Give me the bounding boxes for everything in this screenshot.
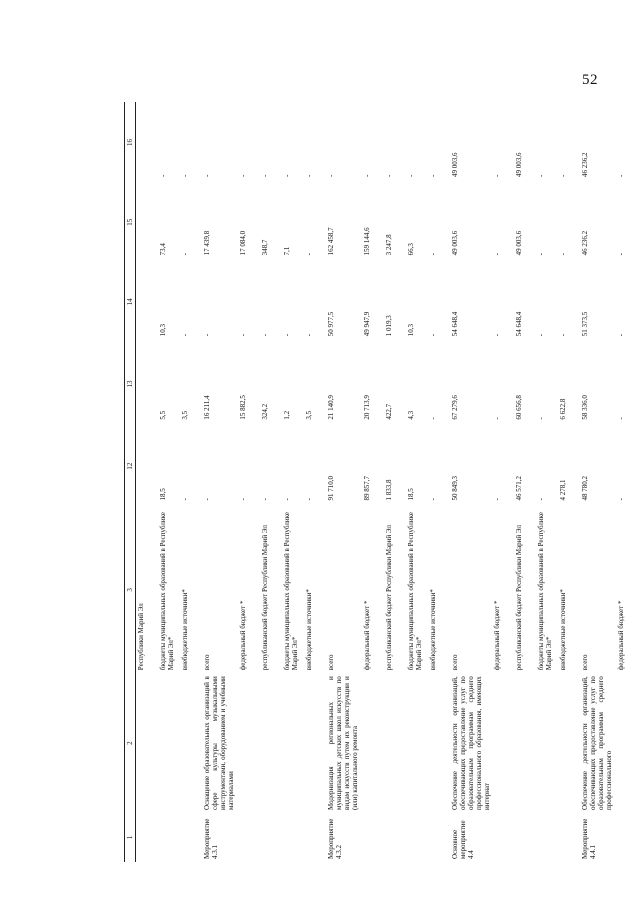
measure-id-cell (282, 813, 304, 862)
value-cell-col-15: 73,4 (159, 243, 167, 256)
value-cell-col-14: 54 648,4 (451, 311, 459, 337)
budget-table (124, 102, 638, 862)
funding-source-cell: внебюджетные источники* (305, 589, 313, 671)
table-row (304, 102, 326, 862)
measure-id-cell: Мероприятие 4.4.1 (581, 818, 598, 859)
value-cell-col-16: - (159, 174, 167, 177)
value-cell-col-15: 159 144,6 (363, 227, 371, 256)
measure-description-cell (514, 673, 536, 813)
value-cell-col-16: - (239, 174, 247, 177)
value-cell-col-14: 49 947,9 (363, 311, 371, 337)
funding-source-cell: всего (451, 654, 459, 671)
measure-description-cell: Оснащение образовательных организаций в сфере культуры музыкальными инструментами, оборудованием и учебными материалами (203, 676, 236, 810)
header-col-15: 15 (125, 183, 136, 261)
measure-id-cell (384, 813, 406, 862)
value-cell-col-15: - (559, 253, 568, 256)
funding-source-cell: бюджеты муниципальных образований в Республике Марий Эл* (283, 512, 300, 671)
measure-id-cell (492, 813, 514, 862)
measure-description-cell (180, 673, 202, 813)
value-cell-col-15: 3 247,8 (385, 234, 393, 256)
value-cell-col-13: 20 713,9 (363, 395, 371, 420)
value-cell-col-15: 66,3 (407, 243, 415, 256)
value-cell-col-16: - (407, 174, 415, 177)
value-cell-col-13: 422,7 (385, 403, 393, 420)
measure-description-cell (616, 673, 638, 813)
value-cell-col-15: 46 236,2 (581, 230, 590, 256)
measure-id-cell: Мероприятие 4.3.1 (203, 818, 220, 859)
value-cell-col-16: - (559, 174, 568, 177)
value-cell-col-15: - (493, 253, 502, 256)
funding-source-cell: всего (203, 654, 211, 671)
funding-source-cell: внебюджетные источники* (429, 589, 437, 671)
header-col-12: 12 (125, 426, 136, 507)
value-cell-col-13 (136, 342, 159, 425)
value-cell-col-12: 48 780,2 (581, 476, 590, 501)
value-cell-col-12: 4 278,1 (559, 479, 568, 501)
table-row (428, 102, 450, 862)
value-cell-col-12: 89 857,7 (363, 476, 371, 501)
value-cell-col-14: 10,3 (159, 324, 167, 337)
value-cell-col-13: 5,5 (159, 410, 167, 420)
value-cell-col-12: 50 849,3 (451, 476, 459, 501)
measure-description-cell (492, 673, 514, 813)
value-cell-col-13: - (617, 417, 626, 420)
rotated-table-container (124, 102, 626, 862)
table-row (158, 102, 180, 862)
funding-source-cell: республиканский бюджет Республики Марий Эл (385, 525, 393, 671)
value-cell-col-13: 4,3 (407, 410, 415, 420)
value-cell-col-12: - (239, 498, 247, 501)
value-cell-col-14: - (239, 333, 247, 337)
measure-description-cell (536, 673, 558, 813)
value-cell-col-15: - (617, 253, 626, 256)
value-cell-col-15: 7,1 (283, 246, 291, 256)
value-cell-col-16 (136, 102, 159, 183)
funding-source-cell: бюджеты муниципальных образований в Республике Марий Эл* (159, 512, 176, 671)
table-row (362, 102, 384, 862)
table-row (616, 102, 638, 862)
measure-description-cell (384, 673, 406, 813)
value-cell-col-14: 54 648,4 (515, 311, 524, 337)
measure-description-cell (260, 673, 282, 813)
table-row (384, 102, 406, 862)
measure-description-cell (428, 673, 450, 813)
value-cell-col-15: 49 003,6 (451, 230, 459, 256)
value-cell-col-13: - (429, 417, 437, 420)
value-cell-col-16: - (327, 174, 335, 177)
value-cell-col-15: 17 439,8 (203, 230, 211, 256)
measure-description-cell (362, 673, 384, 813)
table-row (580, 102, 616, 862)
value-cell-col-14: 51 373,5 (581, 311, 590, 337)
value-cell-col-15: - (537, 253, 546, 256)
measure-description-cell (238, 673, 260, 813)
header-col-13: 13 (125, 342, 136, 425)
value-cell-col-12: 1 833,8 (385, 479, 393, 501)
value-cell-col-13: 15 882,5 (239, 395, 247, 420)
value-cell-col-12: 18,5 (159, 488, 167, 501)
value-cell-col-16: - (181, 174, 189, 177)
funding-source-cell: бюджеты муниципальных образований в Республике Марий Эл* (407, 512, 424, 671)
table-row (450, 102, 492, 862)
value-cell-col-14: 1 019,3 (385, 315, 393, 337)
value-cell-col-14: - (493, 333, 502, 337)
value-cell-col-13: 3,5 (305, 410, 313, 420)
value-cell-col-15: 348,7 (261, 239, 269, 256)
value-cell-col-12: 18,5 (407, 488, 415, 501)
value-cell-col-16: - (537, 174, 546, 177)
value-cell-col-16: - (261, 174, 269, 177)
value-cell-col-15 (136, 183, 159, 261)
table-row (260, 102, 282, 862)
header-col-2: 2 (125, 673, 136, 813)
value-cell-col-15: 17 084,0 (239, 230, 247, 256)
measure-id-cell (136, 813, 159, 862)
value-cell-col-14: - (261, 333, 269, 337)
header-col-1: 1 (125, 813, 136, 862)
value-cell-col-13: 67 279,6 (451, 395, 459, 420)
value-cell-col-13: 16 211,4 (203, 395, 211, 420)
table-row (202, 102, 238, 862)
value-cell-col-16: - (203, 174, 211, 177)
table-row (282, 102, 304, 862)
value-cell-col-14: - (283, 333, 291, 337)
table-row (492, 102, 514, 862)
value-cell-col-12: 46 571,2 (515, 476, 524, 501)
funding-source-cell: федеральный бюджет * (363, 600, 371, 671)
value-cell-col-12: - (617, 498, 626, 501)
value-cell-col-12: - (493, 498, 502, 501)
measure-id-cell (616, 813, 638, 862)
value-cell-col-16: 49 003,6 (451, 152, 459, 177)
value-cell-col-12: 91 710,0 (327, 476, 335, 501)
measure-id-cell (158, 813, 180, 862)
measure-description-cell (136, 673, 159, 813)
value-cell-col-12: - (429, 498, 437, 501)
measure-id-cell (238, 813, 260, 862)
value-cell-col-15: 162 458,7 (327, 227, 335, 256)
value-cell-col-14: 10,3 (407, 324, 415, 337)
funding-source-cell: внебюджетные источники* (559, 589, 568, 671)
measure-id-cell (406, 813, 428, 862)
funding-source-cell: федеральный бюджет * (239, 600, 247, 671)
funding-source-cell: всего (581, 654, 590, 671)
value-cell-col-13: 60 656,8 (515, 395, 524, 420)
measure-id-cell (558, 813, 580, 862)
table-row (558, 102, 580, 862)
measure-id-cell: Мероприятие 4.3.2 (327, 818, 344, 859)
measure-description-cell (558, 673, 580, 813)
value-cell-col-12: - (181, 498, 189, 501)
header-col-16: 16 (125, 102, 136, 183)
value-cell-col-15: - (305, 253, 313, 256)
table-row (406, 102, 428, 862)
table-row (136, 102, 159, 862)
funding-source-cell: федеральный бюджет * (493, 600, 502, 671)
value-cell-col-13: 21 140,9 (327, 395, 335, 420)
header-col-3: 3 (125, 507, 136, 674)
value-cell-col-13: - (537, 417, 546, 420)
value-cell-col-15: - (181, 253, 189, 256)
measure-id-cell (180, 813, 202, 862)
measure-description-cell (304, 673, 326, 813)
value-cell-col-14: - (559, 333, 568, 337)
value-cell-col-16: 49 003,6 (515, 152, 524, 177)
value-cell-col-16: - (617, 174, 626, 177)
value-cell-col-15: 49 003,6 (515, 230, 524, 256)
table-row (536, 102, 558, 862)
value-cell-col-12: - (261, 498, 269, 501)
funding-source-cell: республиканский бюджет Республики Марий Эл (261, 525, 269, 671)
value-cell-col-12 (136, 426, 159, 507)
measure-id-cell (514, 813, 536, 862)
value-cell-col-13: 324,2 (261, 403, 269, 420)
value-cell-col-13: 1,2 (283, 410, 291, 420)
value-cell-col-16: 46 236,2 (581, 152, 590, 177)
funding-source-cell: всего (327, 654, 335, 671)
table-row (326, 102, 362, 862)
value-cell-col-16: - (283, 174, 291, 177)
table-row (180, 102, 202, 862)
value-cell-col-16: - (363, 174, 371, 177)
value-cell-col-14: - (429, 333, 437, 337)
value-cell-col-15: - (429, 253, 437, 256)
measure-id-cell: Основное мероприятие 4.4 (451, 820, 476, 859)
funding-source-cell: федеральный бюджет * (617, 600, 626, 671)
value-cell-col-13: - (493, 417, 502, 420)
value-cell-col-13: 6 622,8 (559, 398, 568, 420)
table-body (136, 102, 639, 862)
measure-id-cell (260, 813, 282, 862)
funding-source-cell: Республики Марий Эл (137, 603, 145, 671)
funding-source-cell: внебюджетные источники* (181, 589, 189, 671)
value-cell-col-16: - (385, 174, 393, 177)
measure-description-cell (406, 673, 428, 813)
measure-id-cell (304, 813, 326, 862)
funding-source-cell: бюджеты муниципальных образований в Республике Марий Эл* (537, 512, 554, 671)
value-cell-col-14: - (617, 333, 626, 337)
measure-description-cell: Модернизация региональных и муниципальных детских школ искусств по видам искусств путем их реконструкции и (или) капитального ремонта (327, 676, 360, 810)
value-cell-col-14: - (203, 333, 211, 337)
value-cell-col-16: - (493, 174, 502, 177)
value-cell-col-12: - (203, 498, 211, 501)
value-cell-col-14: 50 977,5 (327, 311, 335, 337)
value-cell-col-14: - (305, 333, 313, 337)
measure-description-cell: Обеспечение деятельности организаций, обеспечивающих предоставление услуг по образовательным программам среднего профессионального (581, 676, 614, 810)
measure-description-cell (158, 673, 180, 813)
header-row (125, 102, 136, 862)
value-cell-col-12: - (537, 498, 546, 501)
measure-id-cell (428, 813, 450, 862)
measure-description-cell (282, 673, 304, 813)
measure-id-cell (362, 813, 384, 862)
value-cell-col-14 (136, 261, 159, 342)
table-row (238, 102, 260, 862)
measure-description-cell: Обеспечение деятельности организаций, обеспечивающих предоставление услуг по образовательным программам среднего профессионального образования, имеющих интернат (451, 676, 492, 810)
value-cell-col-16: - (305, 174, 313, 177)
value-cell-col-16: - (429, 174, 437, 177)
value-cell-col-12: - (305, 498, 313, 501)
funding-source-cell: республиканский бюджет Республики Марий Эл (515, 525, 524, 671)
measure-id-cell (536, 813, 558, 862)
value-cell-col-14: - (537, 333, 546, 337)
value-cell-col-13: 58 336,0 (581, 395, 590, 420)
table-row (514, 102, 536, 862)
header-col-14: 14 (125, 261, 136, 342)
page-number: 52 (582, 72, 598, 88)
value-cell-col-12: - (283, 498, 291, 501)
value-cell-col-13: 3,5 (181, 410, 189, 420)
value-cell-col-14: - (181, 333, 189, 337)
